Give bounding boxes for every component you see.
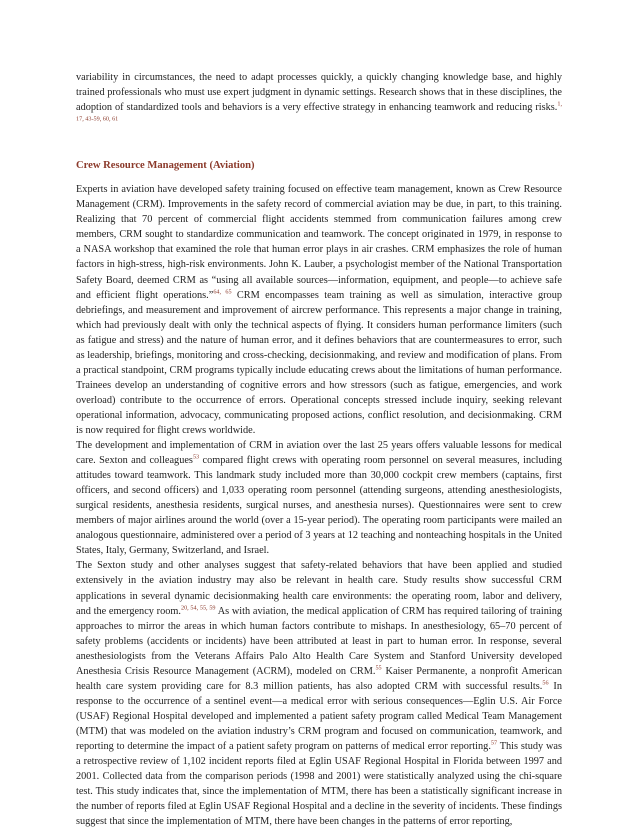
citation-ref[interactable]: 57 xyxy=(490,739,498,747)
citation-ref[interactable]: 55 xyxy=(375,664,382,672)
paragraph-text: As with aviation, the medical application of CRM has required tailoring of training approaches to mirror the areas in which human factors contribute to mishaps. In anesthesiology, 65–70 percent of safety problems (accidents or incidents) have been attributed at least in part to human error. In response, several anesthesiologists from the Veterans Affairs Palo Alto Health Care System and Stanford University developed Anesthesia Crisis Resource Management (ACRM), modeled on CRM. xyxy=(76,605,563,677)
paragraph-text: CRM encompasses team training as well as simulation, interactive group debriefings, and measurement and improvement of aircrew performance. This represents a major change in training, which had previously dealt with only the technical aspects of flying. It considers human performance limiters (such as fatigue and stress) and the nature of human error, and it defines behaviors that are countermeasures to error, such as leadership, briefings, monitoring and cross-checking, decisionmaking, and review and modification of plans. From a practical standpoint, CRM programs typically include educating crews about the limitations of human performance. Trainees develop an understanding of cognitive errors and how stressors (such as fatigue, emergencies, and work overload) contribute to the occurrence of errors. Operational concepts stressed include inquiry, seeking relevant operational information, advocacy, communicating proposed actions, conflict resolution, and decisionmaking. CRM is now required for flight crews worldwide. xyxy=(76,289,562,436)
citation-ref[interactable]: 56 xyxy=(542,679,549,687)
paragraph-text: In response to the occurrence of a sentinel event—a medical error with serious consequences—Eglin U.S. Air Force (USAF) Regional Hospital developed and implemented a patient safety program called Medical Team Management (MTM) that was modeled on the aviation industry’s CRM program and focused on communication, teamwork, and reporting to determine the impact of a patient safety program on patterns of medical error reporting. xyxy=(76,680,563,752)
document-page xyxy=(76,70,562,829)
paragraph-text: compared flight crews with operating room personnel on several measures, including attitudes toward teamwork. This landmark study included more than 30,000 cockpit crew members (captains, first officers, and second officers) and 1,033 operating room personnel (attending surgeons, attending anesthesiologists, surgical residents, anesthesia residents, surgical nurses, and anesthesia nurses). Questionnaires were sent to crew members of major airlines around the world (over a 15-year period). The operating room participants were mailed an analogous questionnaire, administered over a period of 3 years at 12 teaching and nonteaching hospitals in the United States, Italy, Germany, Switzerland, and Israel. xyxy=(76,455,562,557)
citation-ref[interactable]: 20, 54, 55, 59 xyxy=(180,604,216,612)
intro-text: variability in circumstances, the need to adapt processes quickly, a quickly changing knowledge base, and highly trained professionals who must use expert judgment in dynamic settings. Research shows that in these disciplines, the adoption of standardized tools and behaviors is a very effective strategy in enhancing teamwork and reducing risks. xyxy=(76,72,562,114)
section-heading: Crew Resource Management (Aviation) xyxy=(76,160,255,172)
paragraph-sexton-study xyxy=(76,438,562,558)
paragraph-text: This study was a retrospective review of 1,102 incident reports filed at Eglin USAF Regional Hospital in Florida between 1997 and 2001. Collected data from the comparison periods (1998 and 2001) were statistically analyzed using the chi-square test. This study indicates that, since the implementation of MTM, there has been a statistically significant increase in the number of reports filed at Eglin USAF Regional Hospital and a decline in the severity of incidents. These findings suggest that since the implementation of MTM, there have been changes in the patterns of error reporting, xyxy=(76,740,562,828)
paragraph-text: Experts in aviation have developed safety training focused on effective team management, known as Crew Resource Management (CRM). Improvements in the safety record of commercial aviation may be due, in part, to this training. Realizing that 70 percent of commercial flight accidents stemmed from communication failures among crew members, CRM sought to standardize communication and teamwork. The concept originated in 1979, in response to a NASA workshop that examined the role that human error plays in air crashes. CRM emphasizes the role of human factors in high-stress, high-risk environments. John K. Lauber, a psychologist member of the National Transportation Safety Board, deemed CRM as “using all available sources—information, equipment, and people—to achieve safe and efficient flight operations.” xyxy=(76,184,562,301)
paragraph-text: Kaiser Permanente, a nonprofit American health care system providing care for 8.3 million patients, has also adopted CRM with successful results. xyxy=(76,665,563,692)
citation-ref[interactable]: 53 xyxy=(192,453,200,461)
citation-ref[interactable]: 64, 65 xyxy=(213,288,232,296)
paragraph-text: The Sexton study and other analyses suggest that safety-related behaviors that have been applied and studied extensively in the aviation industry may also be relevant in health care. Study results show successful CRM applications in several dynamic decisionmaking health care environments: the operating room, labor and delivery, and the emergency room. xyxy=(76,560,562,617)
paragraph-crm-overview xyxy=(76,182,562,438)
paragraph-text: The development and implementation of CRM in aviation over the last 25 years offers valuable lessons for medical care. Sexton and colleagues xyxy=(76,440,562,467)
paragraph-medical-application xyxy=(76,558,562,829)
intro-paragraph xyxy=(76,70,562,130)
citation-ref[interactable]: 1, 17, 43-59, 60, 61 xyxy=(76,100,562,123)
